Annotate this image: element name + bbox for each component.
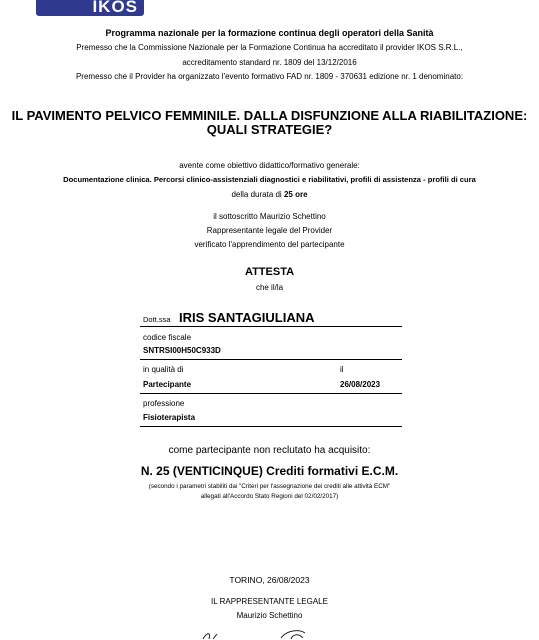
role-label: in qualità di (143, 365, 184, 374)
cf-label: codice fiscale (143, 333, 192, 342)
role-value: Partecipante (143, 380, 192, 389)
signatory-line3: verificato l'apprendimento del partecipante (194, 240, 345, 249)
participant-name: IRIS SANTAGIULIANA (178, 310, 315, 325)
objective-text: Documentazione clinica. Percorsi clinico-assistenziali diagnostici e riabilitativi, profili di assistenza - profili di cura (63, 175, 476, 184)
rep-title: IL RAPPRESENTANTE LEGALE (211, 597, 328, 606)
role-underline (140, 393, 402, 394)
duration-prefix: della durata di (231, 190, 282, 199)
date-label: il (340, 365, 344, 374)
ikos-logo (36, 0, 144, 16)
program-heading: Programma nazionale per la formazione continua degli operatori della Sanità (105, 28, 434, 38)
signatory-line2: Rappresentante legale del Provider (206, 226, 333, 235)
cf-underline (140, 359, 402, 360)
premise-1b: accreditamento standard nr. 1809 del 13/12/2016 (182, 58, 357, 67)
name-underline (140, 326, 402, 327)
date-value: 26/08/2023 (340, 380, 381, 389)
duration-line (0, 190, 539, 199)
signatory-line1: il sottoscritto Maurizio Schettino (213, 212, 326, 221)
event-title-line2: QUALI STRATEGIE? (206, 122, 333, 137)
profession-underline (140, 426, 402, 427)
participant-prefix: Dott.ssa (143, 315, 171, 324)
credits-value: N. 25 (VENTICINQUE) Crediti formativi E.C.M. (140, 464, 399, 478)
logo-text: IKOS (92, 0, 138, 16)
signature-image (195, 628, 335, 640)
credits-intro: come partecipante non reclutato ha acquisito: (168, 445, 371, 456)
duration-value: 25 ore (283, 190, 308, 199)
attesta-sub: che il/la (255, 283, 284, 292)
premise-2: Premesso che il Provider ha organizzato l'evento formativo FAD nr. 1809 - 370631 edizione nr. 1 denominato: (75, 72, 464, 81)
premise-1: Premesso che la Commissione Nazionale per la Formazione Continua ha accreditato il provider IKOS S.R.L., (76, 43, 463, 52)
profession-label: professione (143, 399, 185, 408)
profession-value: Fisioterapista (143, 413, 196, 422)
rep-name: Maurizio Schettino (236, 611, 303, 620)
credits-note1: (secondo i parametri stabiliti dai "Criteri per l'assegnazione dei crediti alle attività ECM" (148, 483, 391, 490)
participant-name-row (143, 309, 315, 327)
attesta-title: ATTESTA (244, 266, 295, 278)
place-date: TORINO, 26/08/2023 (229, 575, 310, 585)
credits-note2: allegati all'Accordo Stato Regioni del 02/02/2017) (200, 493, 339, 500)
event-title-line1: IL PAVIMENTO PELVICO FEMMINILE. DALLA DISFUNZIONE ALLA RIABILITAZIONE: (11, 108, 528, 123)
cf-value: SNTRSI00H50C933D (143, 346, 221, 355)
objective-intro: avente come obiettivo didattico/formativo generale: (179, 161, 360, 170)
